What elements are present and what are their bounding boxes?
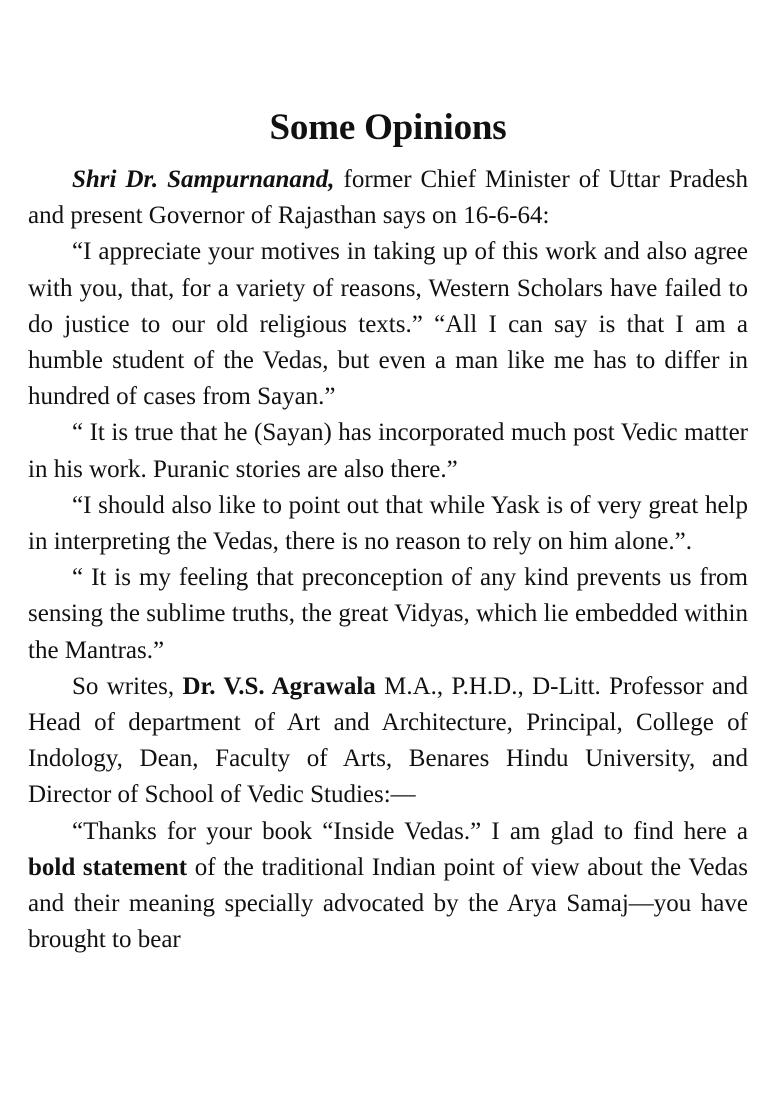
paragraph-text: M.A., P.H.D., D-Litt. Professor and Head of department of Art and Architecture, Principal, College of Indology, Dean, Faculty of Arts, Benares Hindu University, and Director of School of Vedic Studies:— bbox=[28, 672, 749, 809]
quote-preconception bbox=[28, 560, 748, 669]
paragraph-text: of the traditional Indian point of view about the Vedas and their meaning specially advocated by the Arya Samaj—you have brought to bear bbox=[28, 853, 748, 954]
quote-sayan bbox=[28, 415, 748, 487]
paragraph-agrawala-intro bbox=[28, 669, 748, 814]
opinions-text bbox=[28, 162, 748, 958]
quote-inside-vedas bbox=[28, 814, 748, 959]
name-sampurnanand: Shri Dr. Sampurnanand, bbox=[72, 166, 335, 193]
paragraph-text: “ It is true that he (Sayan) has incorporated much post Vedic matter in his work. Puranic stories are also there.” bbox=[28, 419, 748, 483]
page-title: Some Opinions bbox=[269, 107, 507, 148]
paragraph-text: “I should also like to point out that while Yask is of very great help in interpreting the Vedas, there is no reason to rely on him alone.”. bbox=[28, 491, 748, 556]
bold-statement-phrase: bold statement bbox=[28, 853, 188, 881]
name-agrawala: Dr. V.S. Agrawala bbox=[182, 672, 376, 700]
quote-yask bbox=[28, 488, 748, 560]
paragraph-sampurnanand-intro bbox=[28, 162, 748, 234]
paragraph-lead: “Thanks for your book “Inside Vedas.” I am glad to find here a bbox=[72, 817, 748, 845]
paragraph-text: “I appreciate your motives in taking up of this work and also agree with you, that, for a variety of reasons, Western Scholars have failed to do justice to our old religious texts.” “All I can say is that I am a humble student of the Vedas, but even a man like me has to differ in hundred of cases from Sayan.” bbox=[28, 238, 748, 411]
paragraph-text: “ It is my feeling that preconception of any kind prevents us from sensing the sublime truths, the great Vidyas, which lie embedded within the Mantras.” bbox=[28, 564, 748, 664]
paragraph-lead: So writes, bbox=[72, 672, 183, 700]
quote-motives bbox=[28, 234, 748, 415]
paragraph-text: former Chief Minister of Uttar Pradesh and present Governor of Rajasthan says on 16-6-64: bbox=[28, 166, 748, 230]
